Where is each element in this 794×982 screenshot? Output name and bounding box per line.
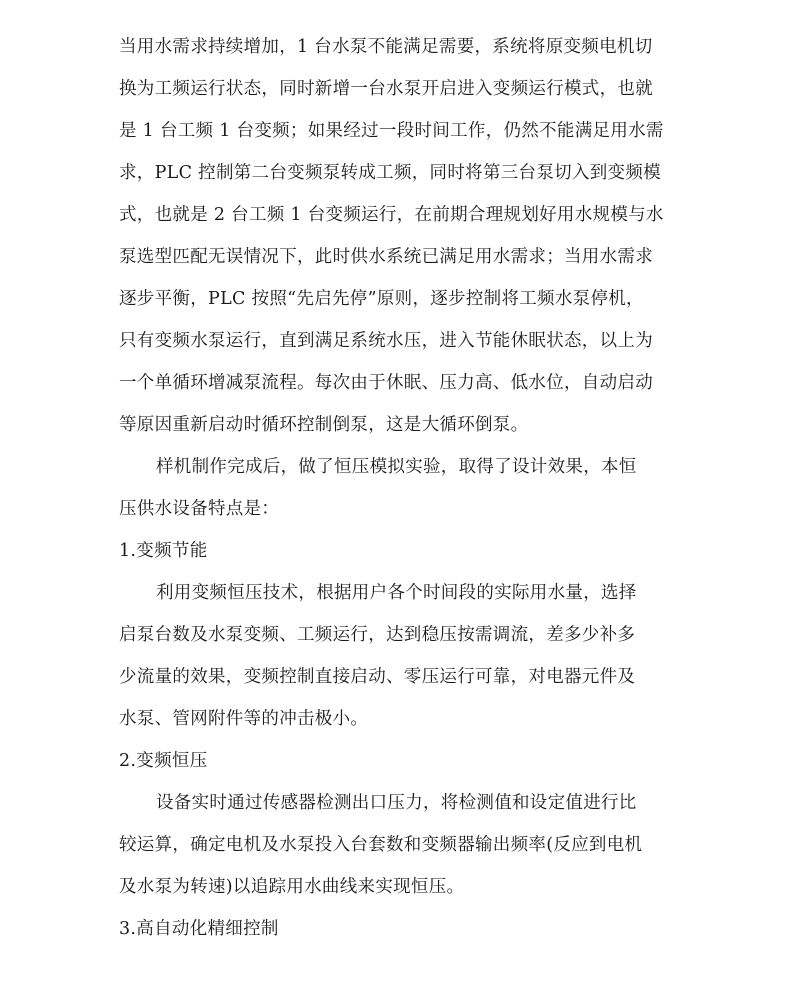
text-line: 逐步平衡，PLC 按照“先启先停”原则，逐步控制将工频水泵停机，: [119, 289, 644, 309]
section-heading-automation: 3.高自动化精细控制: [119, 919, 279, 939]
paragraph-prototype-results: [119, 446, 677, 530]
text-line: 当用水需求持续增加，1 台水泵不能满足需要，系统将原变频电机切: [119, 37, 653, 57]
text-line: 少流量的效果，变频控制直接启动、零压运行可靠，对电器元件及: [119, 667, 636, 687]
section-heading-constant-pressure: 2.变频恒压: [119, 751, 208, 771]
text-line: 设备实时通过传感器检测出口压力，将检测值和设定值进行比: [156, 793, 637, 813]
text-line: 式，也就是 2 台工频 1 台变频运行，在前期合理规划好用水规模与水: [119, 205, 664, 225]
text-line: 只有变频水泵运行，直到满足系统水压，进入节能休眠状态，以上为: [119, 331, 653, 351]
paragraph-constant-pressure: [119, 782, 677, 908]
paragraph-energy-saving: [119, 572, 677, 740]
text-line: 一个单循环增减泵流程。每次由于休眠、压力高、低水位，自动启动: [119, 373, 653, 393]
paragraph-pump-switching: [119, 26, 677, 446]
text-line: 较运算，确定电机及水泵投入台套数和变频器输出频率(反应到电机: [119, 835, 643, 855]
text-line: 水泵、管网附件等的冲击极小。: [119, 709, 369, 729]
text-line: 及水泵为转速)以追踪用水曲线来实现恒压。: [119, 877, 465, 897]
text-line: 换为工频运行状态，同时新增一台水泵开启进入变频运行模式，也就: [119, 79, 653, 99]
text-line: 泵选型匹配无误情况下，此时供水系统已满足用水需求；当用水需求: [119, 247, 653, 267]
text-line: 压供水设备特点是：: [119, 499, 280, 519]
section-heading-energy-saving: 1.变频节能: [119, 541, 208, 561]
text-line: 启泵台数及水泵变频、工频运行，达到稳压按需调流，差多少补多: [119, 625, 636, 645]
text-line: 是 1 台工频 1 台变频；如果经过一段时间工作，仍然不能满足用水需: [119, 121, 664, 141]
document-body: [119, 26, 677, 950]
text-line: 求，PLC 控制第二台变频泵转成工频，同时将第三台泵切入到变频模: [119, 163, 661, 183]
text-line: 等原因重新启动时循环控制倒泵，这是大循环倒泵。: [119, 415, 529, 435]
text-line: 利用变频恒压技术，根据用户各个时间段的实际用水量，选择: [156, 583, 637, 603]
text-line: 样机制作完成后，做了恒压模拟实验，取得了设计效果，本恒: [156, 457, 637, 477]
